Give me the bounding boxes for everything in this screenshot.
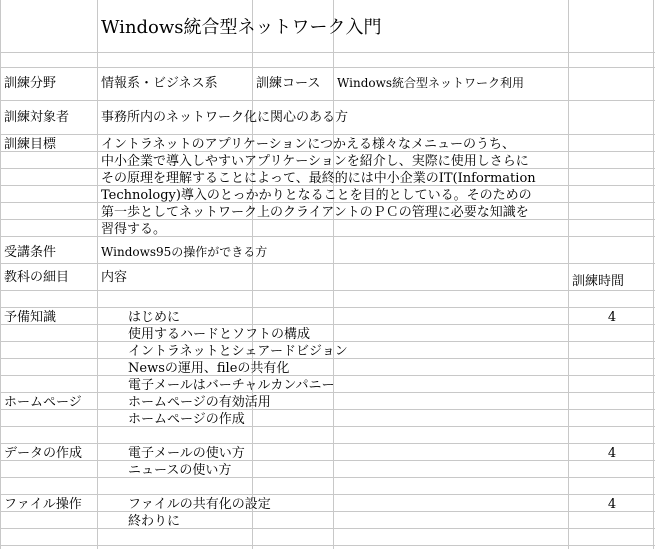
grid-line: [653, 0, 654, 549]
content-item: 使用するハードとソフトの構成: [128, 327, 311, 342]
course-value: Windows統合型ネットワーク利用: [337, 76, 525, 90]
grid-line: [0, 460, 655, 461]
grid-line: [0, 409, 655, 410]
goal-line: イントラネットのアプリケーションにつかえる様々なメニューのうち、: [101, 137, 516, 152]
grid-line: [0, 236, 655, 237]
content-item: イントラネットとシェアードビジョン: [128, 344, 348, 359]
goal-line: 第一歩としてネットワーク上のクライアントのＰＣの管理に必要な知識を: [101, 205, 529, 220]
target-value: 事務所内のネットワーク化に関心のある方: [101, 110, 349, 125]
grid-line: [0, 528, 655, 529]
content-item: ファイルの共有化の設定: [128, 497, 271, 512]
section-hours: 4: [607, 497, 617, 512]
section-name: ファイル操作: [4, 497, 82, 512]
content-label: 内容: [101, 270, 128, 285]
section-name: 予備知識: [4, 310, 57, 325]
grid-line: [0, 290, 655, 291]
grid-line: [0, 341, 655, 342]
section-hours: 4: [607, 310, 617, 325]
grid-line: [333, 0, 334, 549]
content-item: 電子メールはバーチャルカンパニー: [128, 378, 335, 393]
grid-line: [0, 477, 655, 478]
detail-label: 教科の細目: [4, 270, 70, 285]
grid-line: [0, 100, 655, 101]
content-item: ホームページの有効活用: [128, 395, 271, 410]
grid-line: [0, 443, 655, 444]
page-title: Windows統合型ネットワーク入門: [101, 17, 382, 38]
requirement-value: Windows95の操作ができる方: [101, 245, 268, 259]
goal-label: 訓練目標: [4, 137, 57, 152]
grid-line: [0, 263, 655, 264]
goal-line: 中小企業で導入しやすいアプリケーションを紹介し、実際に使用しさらに: [101, 154, 529, 169]
content-item: 電子メールの使い方: [128, 446, 245, 461]
goal-line: Technology)導入のとっかかりとなることを目的としている。そのための: [101, 188, 532, 203]
grid-line: [0, 511, 655, 512]
content-item: 終わりに: [128, 514, 181, 529]
grid-line: [0, 375, 655, 376]
section-name: ホームページ: [4, 395, 82, 410]
grid-line: [0, 67, 655, 68]
section-name: データの作成: [4, 446, 83, 461]
grid-line: [568, 0, 569, 549]
grid-line: [97, 0, 98, 549]
grid-line: [0, 134, 655, 135]
goal-line: その原理を理解することによって、最終的には中小企業のIT(Information: [101, 171, 536, 186]
grid-line: [0, 545, 655, 546]
content-item: Newsの運用、fileの共有化: [128, 361, 290, 376]
grid-line: [0, 52, 655, 53]
target-label: 訓練対象者: [4, 110, 70, 125]
goal-line: 習得する。: [101, 222, 167, 237]
requirement-label: 受講条件: [4, 245, 57, 260]
grid-line: [0, 307, 655, 308]
course-label: 訓練コース: [256, 76, 321, 91]
hours-header: 訓練時間: [572, 274, 625, 289]
grid-line: [0, 494, 655, 495]
grid-line: [0, 426, 655, 427]
grid-line: [252, 0, 253, 549]
grid-line: [0, 0, 1, 549]
content-item: はじめに: [128, 310, 181, 325]
content-item: ニュースの使い方: [128, 463, 232, 478]
field-label: 訓練分野: [4, 76, 57, 91]
field-value: 情報系・ビジネス系: [101, 76, 218, 91]
grid-line: [0, 324, 655, 325]
content-item: ホームページの作成: [128, 412, 245, 427]
section-hours: 4: [607, 446, 617, 461]
